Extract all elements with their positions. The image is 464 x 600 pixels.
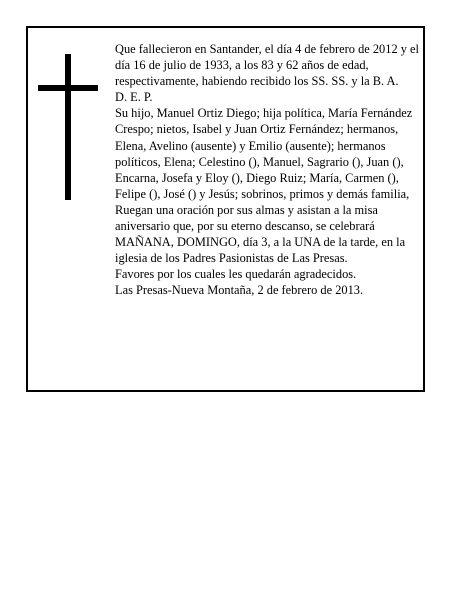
notice-family: Su hijo, Manuel Ortiz Diego; hija política, María Fernández Crespo; nietos, Isabel y Juan Ortiz Fernández; hermanos, Elena, Avelino (ausente) y Emilio (ausente); hermanos políticos, Elena; Celestino (), Manuel, Sagrario (), Juan (), Encarna, Josefa y Eloy (), Diego Ruiz; María, Carmen (), Felipe (), José () y Jesús; sobrinos, primos y demás familia, [115, 106, 413, 201]
notice-intro: Que fallecieron en Santander, el día 4 de febrero de 2012 y el día 16 de julio de 1933, a los 83 y 62 años de edad, respectivamente, habiendo recibido los SS. SS. y la B. A. [115, 42, 419, 89]
notice-dep: D. E. P. [115, 90, 153, 105]
notice-text [115, 41, 423, 299]
notice-request: Ruegan una oración por sus almas y asistan a la misa aniversario que, por su eterno descanso, se celebrará MAÑANA, DOMINGO, día 3, a la UNA de la tarde, en la iglesia de los Padres Pasionistas de Las Presas. [115, 202, 406, 266]
cross-icon [65, 54, 71, 200]
notice-place-date: Las Presas-Nueva Montaña, 2 de febrero de 2013. [115, 283, 364, 298]
notice-thanks: Favores por los cuales les quedarán agradecidos. [115, 267, 357, 282]
cross-icon-bar [38, 85, 98, 91]
obituary-notice [26, 26, 425, 392]
